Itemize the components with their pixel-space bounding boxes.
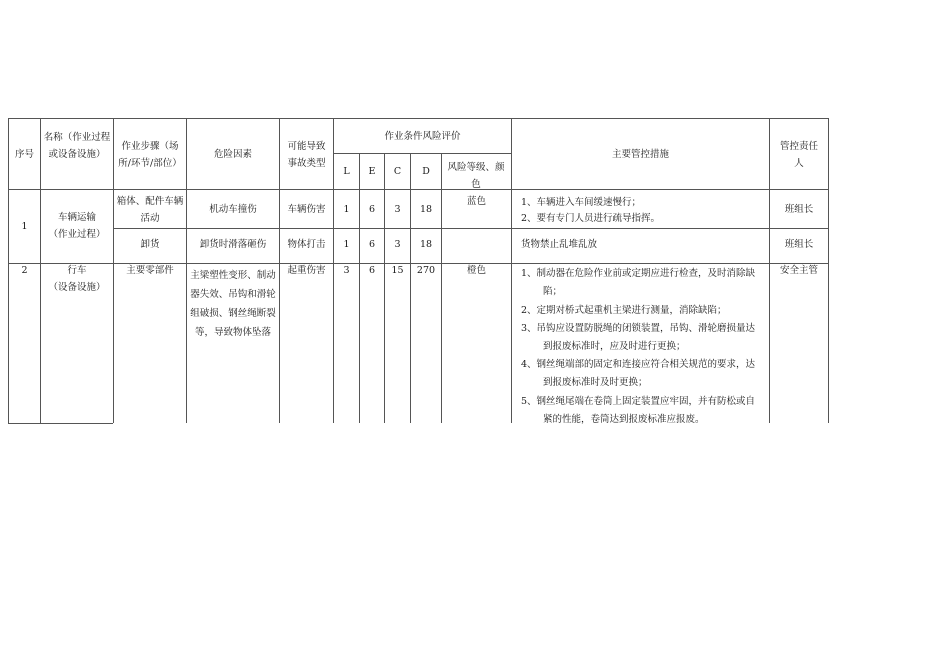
col-line-e	[384, 153, 385, 423]
row1-seq: 1	[21, 221, 28, 232]
row2-measure-1: 1、制动器在危险作业前或定期应进行检查，及时消除缺	[521, 268, 756, 279]
row2-name-line1: 行车	[67, 265, 87, 276]
row2-measure-5: 5、钢丝绳尾端在卷筒上固定装置应牢固，并有防松或自	[521, 396, 756, 407]
header-owner: 管控责任人	[779, 141, 818, 169]
row2-owner: 安全主管	[779, 265, 818, 276]
header-hazard: 危险因素	[213, 149, 252, 160]
row1a-e: 6	[368, 204, 376, 215]
row2-measure-4-cont: 到报废标准时及时更换；	[543, 377, 648, 388]
row1a-level: 蓝色	[466, 196, 486, 207]
row2-name-line2: （设备设施）	[48, 282, 106, 293]
row2-level: 橙色	[466, 265, 486, 276]
row1b-hazard: 卸货时滑落砸伤	[199, 239, 267, 250]
header-name: 名称（作业过程或设备设施）	[43, 132, 111, 160]
row1b-measures: 货物禁止乱堆乱放	[521, 239, 598, 250]
row1a-l: 1	[343, 204, 350, 215]
col-line-6	[511, 118, 512, 423]
header-seq: 序号	[14, 149, 34, 160]
row2-accident: 起重伤害	[287, 265, 326, 276]
row1b-c: 3	[394, 239, 401, 250]
row2-name	[41, 262, 113, 296]
row1a-measure-2: 2、要有专门人员进行疏导指挥。	[521, 213, 661, 224]
row1a-step: 箱体、配件车辆活动	[116, 196, 184, 224]
row2-measure-3-cont: 到报废标准时，应及时进行更换；	[543, 341, 686, 352]
row1a-measures	[521, 195, 766, 227]
row1-name	[41, 209, 113, 243]
row2-step: 主要零部件	[126, 265, 174, 276]
row1-name-line1: 车辆运输	[57, 212, 96, 223]
col-line-l	[359, 153, 360, 423]
row2-hazard: 主梁塑性变形、制动器失效、吊钩和滑轮组破损、钢丝绳断裂等，导致物体坠落	[190, 270, 276, 338]
row1-name-line2: （作业过程）	[48, 229, 106, 240]
header-e: E	[368, 166, 376, 177]
row1a-c: 3	[394, 204, 401, 215]
row2-seq: 2	[21, 265, 28, 276]
row2-d: 270	[416, 265, 436, 276]
row2-measure-1-cont: 陷；	[543, 286, 563, 297]
row1b-owner: 班组长	[784, 239, 814, 250]
row1b-accident: 物体打击	[287, 239, 326, 250]
row2-measure-4: 4、钢丝绳端部的固定和连接应符合相关规范的要求，达	[521, 359, 756, 370]
row1b-d: 18	[419, 239, 433, 250]
row2-c: 15	[391, 265, 404, 276]
header-accident: 可能导致事故类型	[287, 141, 326, 169]
row1a-accident: 车辆伤害	[287, 204, 326, 215]
header-d: D	[422, 166, 430, 177]
col-line-c	[410, 153, 411, 423]
row2-measure-5-cont: 紧的性能，卷筒达到报废标准应报废。	[543, 414, 705, 425]
row1a-measure-1: 1、车辆进入车间缓速慢行；	[521, 197, 642, 208]
row1a-hazard: 机动车撞伤	[209, 204, 257, 215]
header-measures: 主要管控措施	[611, 149, 669, 160]
col-line-3	[186, 118, 187, 423]
row2-measure-2: 2、定期对桥式起重机主梁进行测量，消除缺陷；	[521, 305, 727, 316]
row2-e: 6	[368, 265, 376, 276]
header-l: L	[343, 166, 350, 177]
row1b-l: 1	[343, 239, 350, 250]
header-c: C	[393, 166, 402, 177]
row1-sub-divider	[113, 228, 828, 229]
row1b-step: 卸货	[140, 239, 160, 250]
row2-measure-3: 3、吊钩应设置防脱绳的闭锁装置，吊钩、滑轮磨损量达	[521, 323, 756, 334]
col-line-8	[828, 118, 829, 423]
header-step: 作业步骤（场所/环节/部位）	[118, 141, 182, 169]
row1a-d: 18	[419, 204, 433, 215]
row2-l: 3	[343, 265, 350, 276]
table-border-top	[8, 118, 828, 119]
table-border-bottom-left	[8, 423, 113, 424]
header-bottom-line	[8, 189, 828, 190]
header-level: 风险等级、颜色	[447, 162, 505, 190]
row1b-e: 6	[368, 239, 376, 250]
row1a-owner: 班组长	[784, 204, 814, 215]
header-risk-eval: 作业条件风险评价	[384, 131, 461, 142]
